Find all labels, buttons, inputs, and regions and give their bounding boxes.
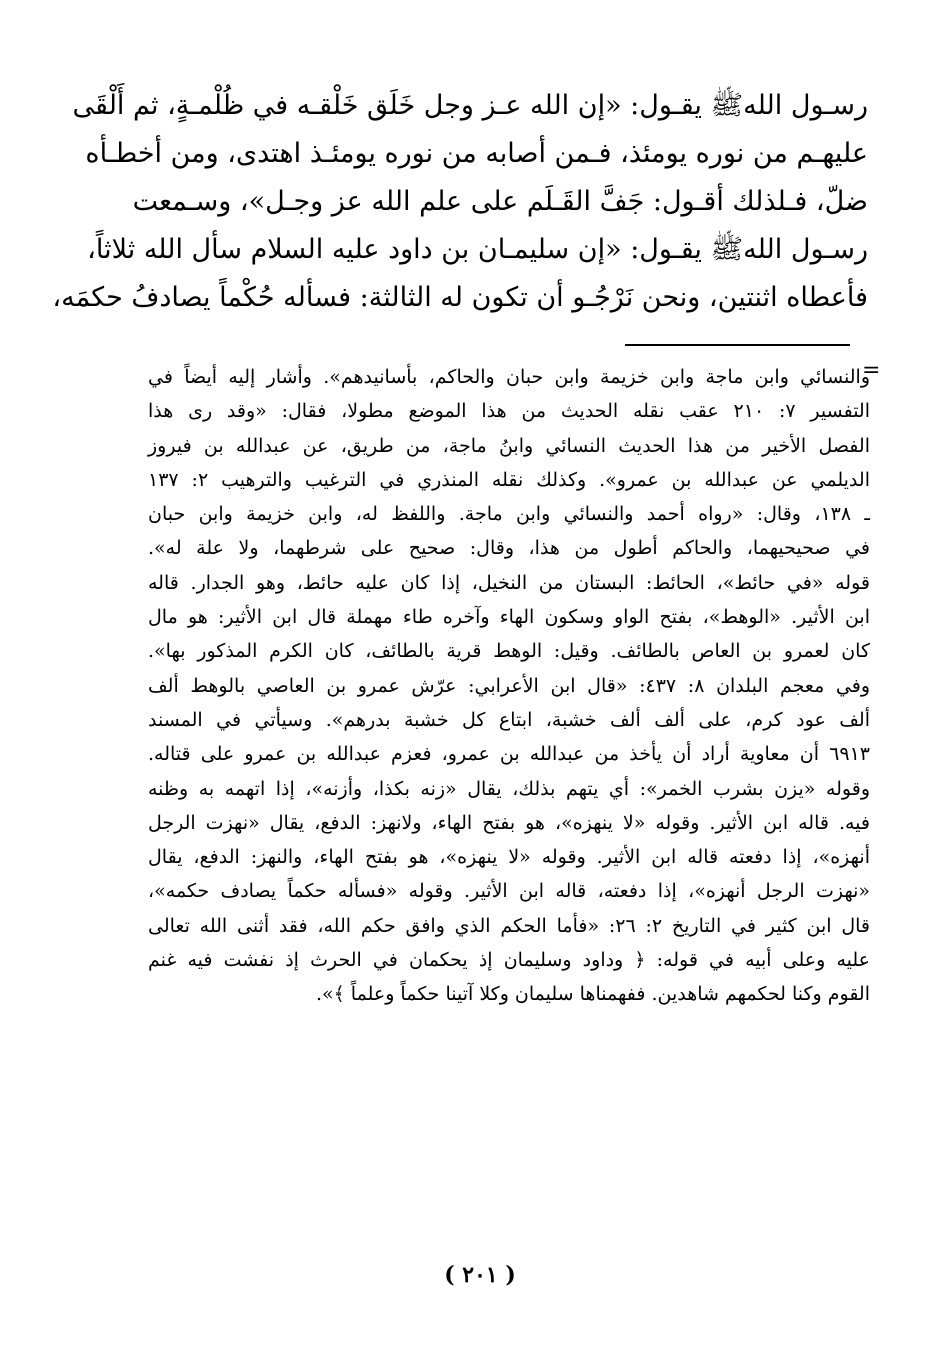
main-text-line: ضلّ، فـلذلك أقـول: جَفَّ القَـلَم على علم الله عز وجـل»، وسـمعت [132,186,868,217]
main-text-block [52,82,868,322]
footnote-line: في صحيحيهما، والحاكم أطول من هذا، وقال: صحيح على شرطهما، ولا علة له». [148,537,870,560]
footnote-line: ٦٩١٣ أن معاوية أراد أن يأخذ من عبدالله بن عمرو، فعزم عبدالله بن عمرو على قتاله. [148,743,870,766]
footnote-separator [625,344,850,346]
footnote-line: «نهزت الرجل أنهزه»، إذا دفعته، قاله ابن الأثير. وقوله «فسأله حكماً يصادف حكمه»، [148,880,870,903]
main-text-line: رسـول اللهﷺ يقـول: «إن الله عـز وجل خَلَق خَلْقـه في ظُلْمـةٍ، ثم أَلْقَى [72,90,868,121]
footnote-line: وفي معجم البلدان ٨: ٤٣٧: «قال ابن الأعرابي: عرّش عمرو بن العاصي بالوهط ألف [148,674,871,697]
page-number: ( ٢٠١ ) [444,1262,516,1288]
footnote-line: التفسير ٧: ٢١٠ عقب نقله الحديث من هذا الموضع مطولا، فقال: «وقد رى هذا [148,400,870,423]
main-text-line: عليهـم من نوره يومئذ، فـمن أصابه من نوره يومئـذ اهتدى، ومن أخطـأه [85,138,868,169]
footnote-line: عليه وعلى أبيه في قوله: ﴿ وداود وسليمان إذ يحكمان في الحرث إذ نفشت فيه غنم [148,949,870,972]
footnote-line: أنهزه»، إذا دفعته قاله ابن الأثير. وقوله «لا ينهزه»، هو بفتح الهاء، والنهز: الدفع، يقال [148,846,870,869]
footnote-continuation-marker: = [862,358,881,383]
footnote-line: القوم وكنا لحكمهم شاهدين. ففهمناها سليمان وكلا آتينا حكماً وعلماً ﴾». [315,983,870,1006]
footnote-line: ـ ١٣٨، وقال: «رواه أحمد والنسائي وابن ماجة. واللفظ له، وابن خزيمة وابن حبان [148,503,871,526]
footnote-line: الفصل الأخير من هذا الحديث النسائي وابنُ ماجة، من طريق، عن عبدالله بن فيروز [148,434,870,457]
footnote-line: كان لعمرو بن العاص بالطائف. وقيل: الوهط قرية بالطائف، كان الكرم المذكور بها». [148,640,870,663]
footnote-line: قوله «في حائط»، الحائط: البستان من النخيل، إذا كان عليه حائط، وهو الجدار. قاله [148,571,870,594]
footnote-line: والنسائي وابن ماجة وابن خزيمة وابن حبان والحاكم، بأسانيدهم». وأشار إليه أيضاً في [148,366,870,388]
main-text-line: فأعطاه اثنتين، ونحن نَرْجُـو أن تكون له الثالثة: فسأله حُكْماً يصادفُ حكمَه، [52,282,868,313]
footnote-line: قال ابن كثير في التاريخ ٢: ٢٦: «فأما الحكم الذي وافق حكم الله، فقد أثنى الله تعالى [148,914,870,937]
footnote-line: ألف عود كرم، على ألف ألف خشبة، ابتاع كل خشبة بدرهم». وسيأتي في المسند [148,708,870,731]
main-text-line: رسـول اللهﷺ يقـول: «إن سليمـان بن داود عليه السلام سأل الله ثلاثاً، [87,234,868,265]
footnote-line: فيه. قاله ابن الأثير. وقوله «لا ينهزه»، هو بفتح الهاء، ولانهز: الدفع، يقال «نهزت الرجل [148,811,870,834]
footnote-line: الديلمي عن عبدالله بن عمرو». وكذلك نقله المنذري في الترغيب والترهيب ٢: ١٣٧ [148,468,870,491]
footnote-line: وقوله «يزن بشرب الخمر»: أي يتهم بذلك، يقال «زنه بكذا، وأزنه»، إذا اتهمه به وظنه [148,777,870,800]
footnote-line: ابن الأثير. «الوهط»، بفتح الواو وسكون الهاء وآخره طاء مهملة قال ابن الأثير: هو مال [148,606,870,629]
footnotes-block [148,360,870,1012]
